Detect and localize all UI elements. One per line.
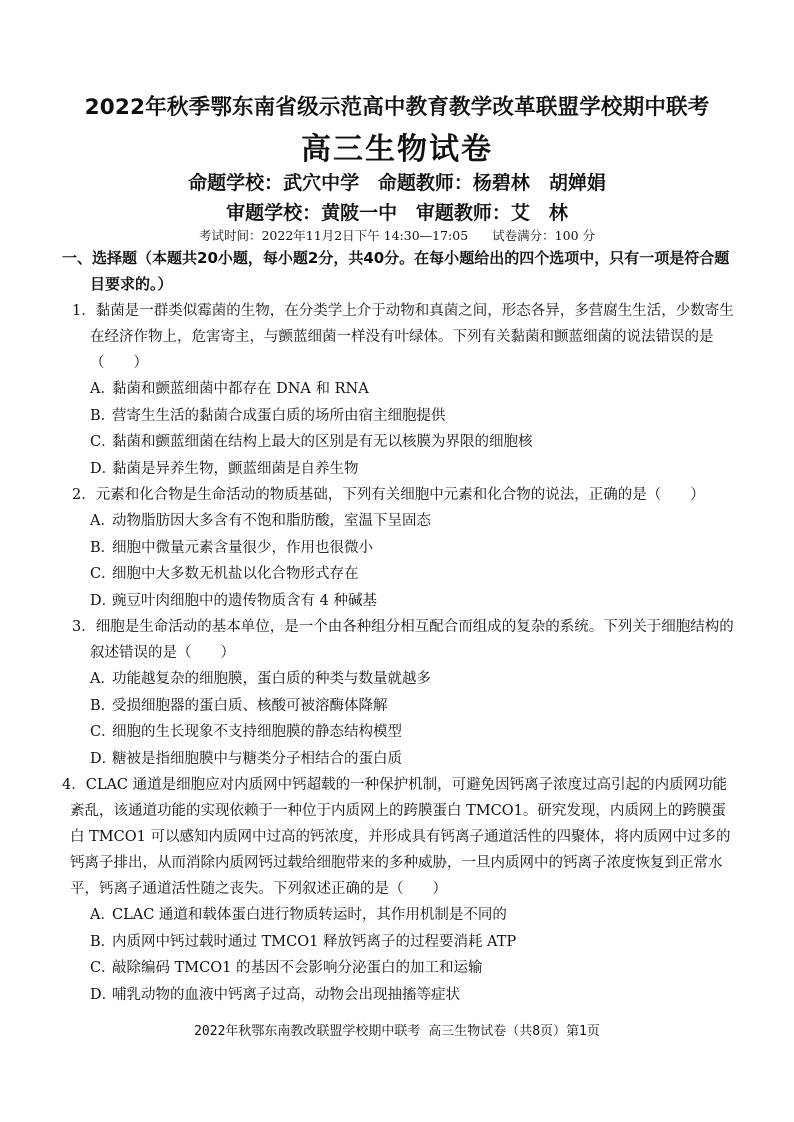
option-text: 黏菌是异养生物，颤蓝细菌是自养生物 [112,460,359,477]
option-letter: D． [90,750,117,767]
option-b [62,929,734,956]
option-text: 受损细胞器的蛋白质、核酸可被溶酶体降解 [112,697,388,714]
option-d [62,746,734,773]
question-2 [62,482,734,614]
option-a [62,666,734,693]
option-letter: C． [90,434,116,450]
setting-school: 命题学校：武穴中学 [188,172,360,194]
question-stem: 3．细胞是生命活动的基本单位，是一个由各种组分相互配合而组成的复杂的系统。下列关于细胞结构的叙述错误的是（ ） [72,619,734,661]
option-c [62,955,734,982]
option-a [62,902,734,929]
full-score: 试卷满分：100 分 [492,228,596,243]
option-letter: D． [90,592,117,609]
option-a [62,508,734,535]
option-d [62,588,734,615]
option-text: 功能越复杂的细胞膜，蛋白质的种类与数量就越多 [112,671,431,687]
option-d [62,456,734,483]
option-letter: A． [90,907,115,923]
option-letter: A． [90,671,115,687]
page-footer: 2022年秋鄂东南教改联盟学校期中联考 高三生物试卷（共8页）第1页 [194,1024,600,1039]
option-text: 营寄生生活的黏菌合成蛋白质的场所由宿主细胞提供 [112,407,446,424]
option-b [62,403,734,430]
option-c [62,561,734,588]
option-letter: B． [90,697,116,714]
review-school: 审题学校：黄陂一中 [226,202,398,224]
question-stem: 4．CLAC 通道是细胞应对内质网中钙超载的一种保护机制，可避免因钙离子浓度过高引起的内质网功能紊乱，该通道功能的实现依赖于一种位于内质网上的跨膜蛋白 TMCO1。研究发现，内质网上的跨膜蛋白 TMCO1 可以感知内质网中过高的钙浓度，并形成具有钙离子通道活性的四聚体，将内质网中过多的钙离子排出，从而消除内质网钙过载给细胞带来的多种威胁，一旦内质网中的钙离子浓度恢复到正常水平，钙离子通道活性随之丧失。下列叙述正确的是（ ） [62,777,731,897]
question-list [62,298,734,1008]
option-letter: A． [90,381,115,397]
setting-staff-line [0,168,794,195]
option-b [62,693,734,720]
option-letter: C． [90,724,116,740]
option-letter: C． [90,960,116,976]
option-text: 动物脂肪因大多含有不饱和脂肪酸，室温下呈固态 [112,513,431,529]
option-letter: C． [90,566,116,582]
option-text: 黏菌和颤蓝细菌中都存在 DNA 和 RNA [112,381,369,397]
review-teacher: 审题教师：艾 林 [415,202,568,224]
option-text: 细胞中大多数无机盐以化合物形式存在 [112,566,359,582]
option-letter: D． [90,986,117,1003]
question-4 [62,772,734,1008]
option-b [62,535,734,562]
option-text: 内质网中钙过载时通过 TMCO1 释放钙离子的过程要消耗 ATP [112,933,517,950]
option-text: 细胞的生长现象不支持细胞膜的静态结构模型 [112,724,402,740]
question-stem: 2．元素和化合物是生命活动的物质基础，下列有关细胞中元素和化合物的说法，正确的是（ ） [72,487,705,503]
question-stem: 1．黏菌是一群类似霉菌的生物，在分类学上介于动物和真菌之间，形态各异，多营腐生生活，少数寄生在经济作物上，危害寄主，与颤蓝细菌一样没有叶绿体。下列有关黏菌和颤蓝细菌的说法错误的是（ ） [72,303,734,371]
option-text: 哺乳动物的血液中钙离子过高，动物会出现抽搐等症状 [112,986,460,1003]
option-text: 糖被是指细胞膜中与糖类分子相结合的蛋白质 [112,750,402,767]
exam-info-line [0,226,794,244]
option-letter: D． [90,460,117,477]
option-a [62,376,734,403]
section-heading-text: 一、选择题（本题共20小题，每小题2分，共40分。在每小题给出的四个选项中，只有一项是符合题目要求的。） [62,249,730,293]
option-letter: B． [90,407,116,424]
review-staff-line [0,198,794,225]
option-text: CLAC 通道和载体蛋白进行物质转运时，其作用机制是不同的 [112,907,507,923]
option-c [62,719,734,746]
question-1 [62,298,734,482]
option-text: 细胞中微量元素含量很少，作用也很微小 [112,539,373,556]
question-3 [62,614,734,772]
option-letter: B． [90,933,116,950]
option-c [62,429,734,456]
option-letter: B． [90,539,116,556]
option-text: 黏菌和颤蓝细菌在结构上最大的区别是有无以核膜为界限的细胞核 [112,434,533,450]
exam-title: 2022年秋季鄂东南省级示范高中教育教学改革联盟学校期中联考 [84,95,710,120]
subject-title: 高三生物试卷 [301,132,493,167]
option-letter: A． [90,513,115,529]
exam-time: 考试时间：2022年11月2日下午 14:30—17:05 [198,228,469,243]
option-text: 敲除编码 TMCO1 的基因不会影响分泌蛋白的加工和运输 [112,960,483,976]
section-heading [62,245,734,297]
option-text: 豌豆叶肉细胞中的遗传物质含有 4 种碱基 [112,592,377,609]
option-d [62,982,734,1009]
setting-teachers: 命题教师：杨碧林 胡婵娟 [377,172,606,194]
